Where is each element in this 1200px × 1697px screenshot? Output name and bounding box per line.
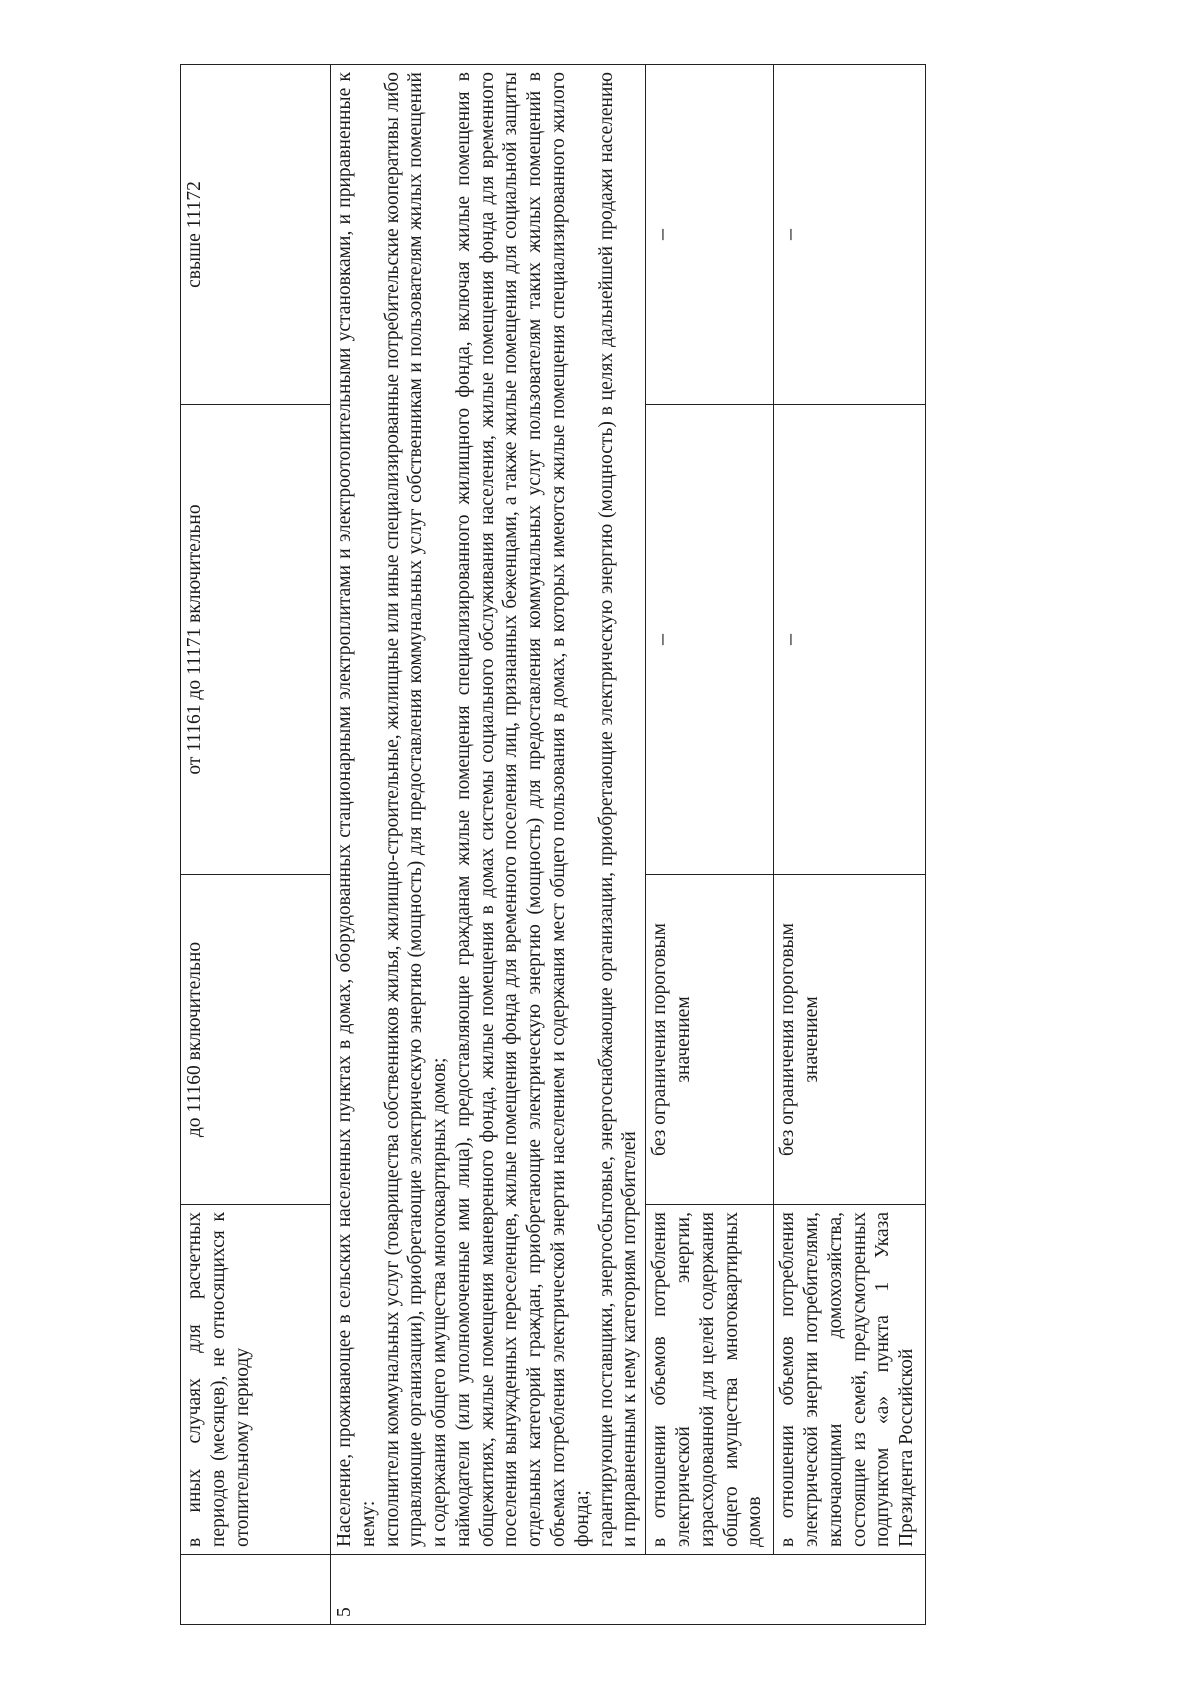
row-5-description [331, 65, 646, 1555]
header-threshold-1: до 11160 включительно [181, 875, 331, 1205]
row-5-paragraph: Население, проживающее в сельских населенных пунктах в домах, оборудованных стационарными электроплитами и электроотопительными установками, и приравненные к нему: [334, 72, 379, 1547]
table-row [646, 65, 774, 1625]
table-row [774, 65, 926, 1625]
table-header-row [181, 65, 331, 1625]
header-description-cell: в иных случаях для расчетных периодов (месяцев), не относящихся к отопительному периоду [181, 1205, 331, 1555]
rotated-page-content [180, 65, 1140, 1625]
header-threshold-3: свыше 11172 [181, 65, 331, 405]
row-5-paragraph: исполнители коммунальных услуг (товарищества собственников жилья, жилищно-строительные, жилищные или иные специализированные потребительские кооперативы либо управляющие организации), приобретающие электрическую энергию (мощность) для предоставления коммунальных услуг собственникам и пользователям жилых помещений и содержания общего имущества многоквартирных домов; [381, 72, 451, 1547]
subrow-value-1: без ограничения пороговым значением [646, 875, 774, 1205]
header-num-cell [181, 1555, 331, 1625]
subrow-value-2: – [646, 405, 774, 875]
subrow-value-3: – [774, 65, 926, 405]
subrow-value-3: – [646, 65, 774, 405]
subrow-value-1: без ограничения пороговым значением [774, 875, 926, 1205]
tariff-table [180, 64, 926, 1625]
subrow-description: в отношении объемов потребления электрической энергии потребителями, включающими домохозяйства, состоящие из семей, предусмотренных подпунктом «а» пункта 1 Указа Президента Российской [774, 1205, 926, 1555]
table-row-5 [331, 65, 646, 1625]
row-5-paragraph: наймодатели (или уполномоченные ими лица), предоставляющие гражданам жилые помещения специализированного жилищного фонда, включая жилые помещения в общежитиях, жилые помещения маневренного фонда, жилые помещения в домах системы социального обслуживания населения, жилые помещения фонда для временного поселения вынужденных переселенцев, жилые помещения фонда для временного поселения лиц, признанных беженцами, а также жилые помещения для социальной защиты отдельных категорий граждан, приобретающие электрическую энергию (мощность) для предоставления коммунальных услуг пользователям таких жилых помещений в объемах потребления электрической энергии населением и содержания мест общего пользования в домах, в которых имеются жилые помещения специализированного жилого фонда; [452, 72, 593, 1547]
subrow-value-2: – [774, 405, 926, 875]
header-threshold-2: от 11161 до 11171 включительно [181, 405, 331, 875]
row-5-paragraph: гарантирующие поставщики, энергосбытовые, энергоснабжающие организации, приобретающие электрическую энергию (мощность) в целях дальнейшей продажи населению и приравненным к нему категориям потребителей [595, 72, 641, 1547]
subrow-description: в отношении объемов потребления электрической энергии, израсходованной для целей содержания общего имущества многоквартирных домов [646, 1205, 774, 1555]
row-number: 5 [331, 1555, 926, 1625]
